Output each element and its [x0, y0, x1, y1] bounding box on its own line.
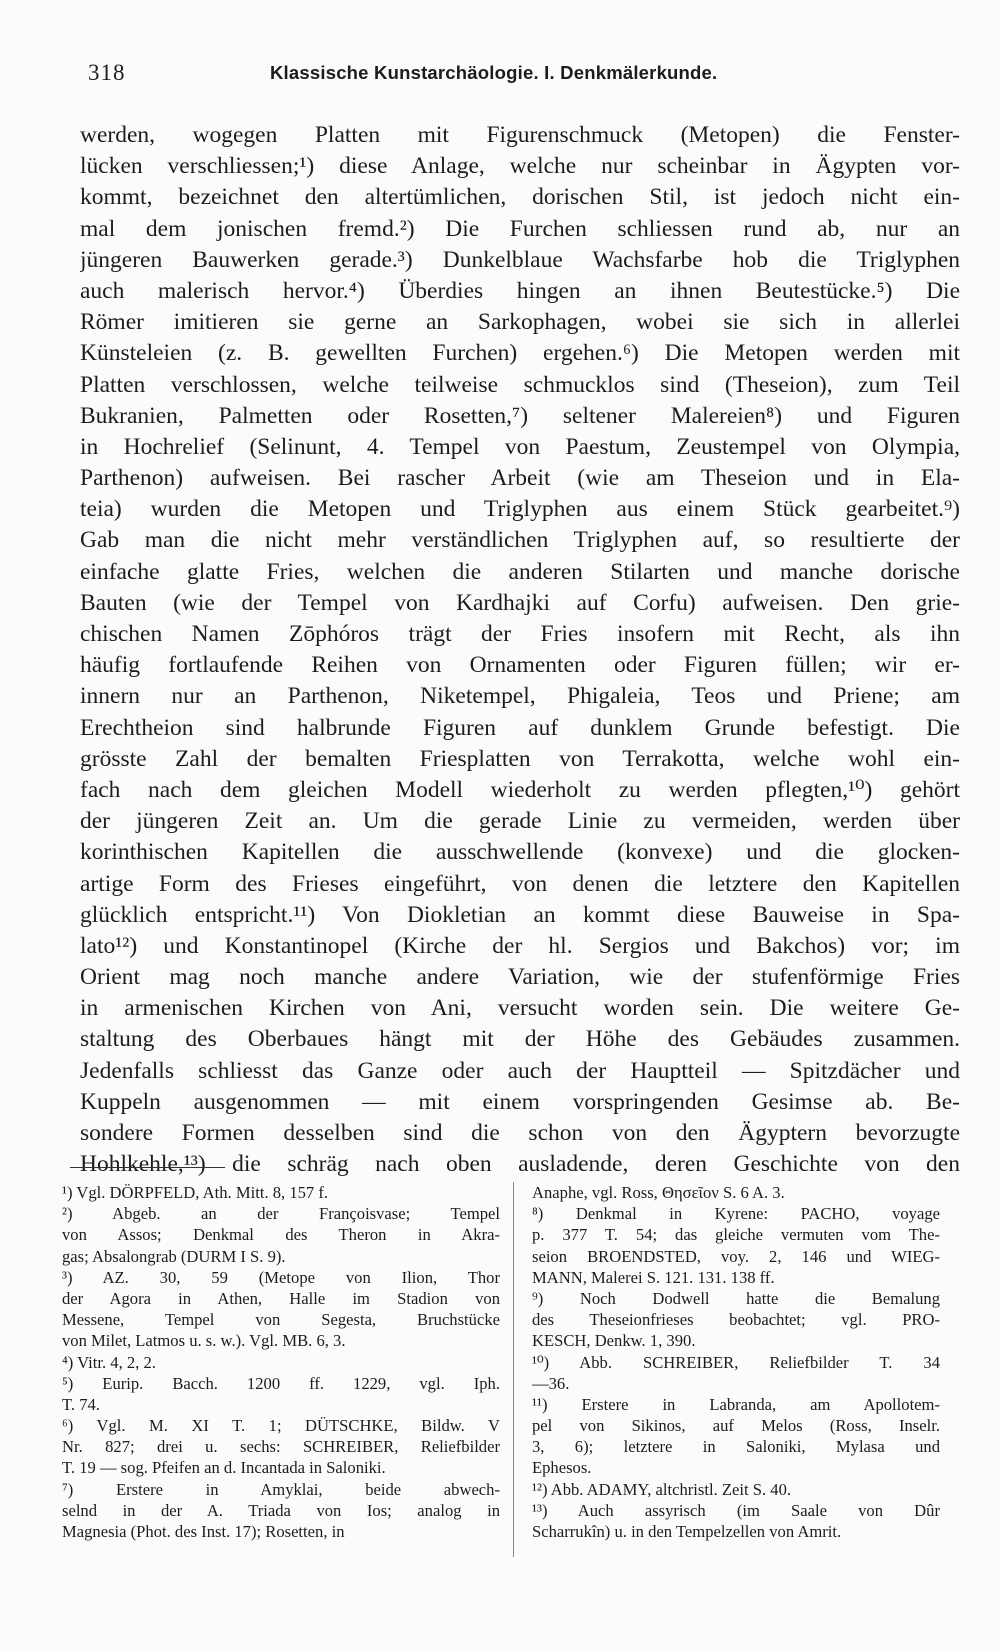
text-line: chischen Namen Zōphóros trägt der Fries insofern mit Recht, als ihn	[80, 621, 960, 647]
footnote-line: ¹²) Abb. ADAMY, altchristl. Zeit S. 40.	[532, 1479, 792, 1499]
footnote-line: ¹⁰) Abb. SCHREIBER, Reliefbilder T. 34	[532, 1352, 940, 1372]
text-line: lato¹²) und Konstantinopel (Kirche der hl. Sergios und Bakchos) vor; im	[80, 932, 960, 959]
text-line: häufig fortlaufende Reihen von Ornamenten oder Figuren füllen; wir er-	[80, 652, 960, 679]
text-line: staltung des Oberbaues hängt mit der Höhe des Gebäudes zusammen.	[80, 1026, 960, 1053]
footnote-column-divider	[513, 1182, 514, 1557]
footnotes-right-column	[532, 1182, 940, 1542]
text-line: jüngeren Bauwerken gerade.³) Dunkelblaue Wachsfarbe hob die Triglyphen	[80, 246, 960, 273]
text-line: Parthenon) aufweisen. Bei rascher Arbeit (wie am Theseion und in Ela-	[80, 465, 960, 492]
footnote-line: Nr. 827; drei u. sechs: SCHREIBER, Reliefbilder	[62, 1437, 500, 1457]
footnote-line: ¹¹) Erstere in Labranda, am Apollotem-	[532, 1394, 940, 1414]
footnote-line: KESCH, Denkw. 1, 390.	[532, 1331, 696, 1351]
text-line: mal dem jonischen fremd.²) Die Furchen schliessen rund ab, nur an	[80, 215, 960, 242]
footnote-line: ³) AZ. 30, 59 (Metope von Ilion, Thor	[62, 1267, 500, 1287]
footnote-line: —36.	[532, 1373, 570, 1393]
footnote-line: ¹) Vgl. DÖRPFELD, Ath. Mitt. 8, 157 f.	[62, 1183, 329, 1202]
text-line: Bukranien, Palmetten oder Rosetten,⁷) seltener Malereien⁸) und Figuren	[80, 402, 960, 429]
footnote-line: MANN, Malerei S. 121. 131. 138 ff.	[532, 1267, 775, 1287]
footnote-line: ⁷) Erstere in Amyklai, beide abwech-	[62, 1479, 500, 1499]
footnote-line: von Milet, Latmos u. s. w.). Vgl. MB. 6, 3.	[62, 1331, 346, 1351]
text-line: innern nur an Parthenon, Niketempel, Phigaleia, Teos und Priene; am	[80, 683, 960, 710]
main-text	[80, 120, 960, 1180]
footnote-line: des Theseionfrieses beobachtet; vgl. PRO-	[532, 1310, 940, 1330]
footnote-line: Anaphe, vgl. Ross, Θησεῖον S. 6 A. 3.	[532, 1183, 785, 1202]
text-line: Erechtheion sind halbrunde Figuren auf dunklem Grunde befestigt. Die	[80, 714, 960, 741]
footnote-line: p. 377 T. 54; das gleiche vermuten vom The-	[532, 1225, 940, 1245]
text-line: lücken verschliessen;¹) diese Anlage, welche nur scheinbar in Ägypten vor-	[80, 153, 960, 180]
text-line: Orient mag noch manche andere Variation, wie der stufenförmige Fries	[80, 964, 960, 991]
footnote-line: ⁵) Eurip. Bacch. 1200 ff. 1229, vgl. Iph.	[62, 1373, 500, 1393]
text-line: korinthischen Kapitellen die ausschwellende (konvexe) und die glocken-	[80, 839, 960, 866]
footnote-line: ²) Abgeb. an der Françoisvase; Tempel	[62, 1204, 500, 1224]
text-line: werden, wogegen Platten mit Figurenschmuck (Metopen) die Fenster-	[80, 122, 960, 148]
footnote-line: seion BROENDSTED, voy. 2, 146 und WIEG-	[532, 1246, 940, 1266]
running-head	[88, 60, 938, 90]
footnote-line: ⁴) Vitr. 4, 2, 2.	[62, 1352, 156, 1372]
text-line: artige Form des Frieses eingeführt, von denen die letztere den Kapitellen	[80, 870, 960, 897]
footnote-line: Magnesia (Phot. des Inst. 17); Rosetten, in	[62, 1522, 345, 1541]
footnote-line: 3, 6); letztere in Saloniki, Mylasa und	[532, 1437, 940, 1457]
text-line: Bauten (wie der Tempel von Kardhajki auf Corfu) aufweisen. Den grie-	[80, 589, 960, 616]
footnote-line: der Agora in Athen, Halle im Stadion von	[62, 1288, 500, 1308]
footnote-line: T. 74.	[62, 1394, 100, 1414]
footnote-line: ¹³) Auch assyrisch (im Saale von Dûr	[532, 1500, 940, 1520]
footnote-line: ⁹) Noch Dodwell hatte die Bemalung	[532, 1288, 940, 1308]
footnotes-left-column	[62, 1182, 500, 1542]
text-line: grösste Zahl der bemalten Friesplatten von Terrakotta, welche wohl ein-	[80, 745, 960, 772]
footnote-line: selnd in der A. Triada von Ios; analog in	[62, 1500, 500, 1520]
text-line: in Hochrelief (Selinunt, 4. Tempel von Paestum, Zeustempel von Olympia,	[80, 433, 960, 460]
text-line: einfache glatte Fries, welchen die anderen Stilarten und manche dorische	[80, 558, 960, 585]
text-line: der jüngeren Zeit an. Um die gerade Linie zu vermeiden, werden über	[80, 808, 960, 835]
text-line: auch malerisch hervor.⁴) Überdies hingen an ihnen Beutestücke.⁵) Die	[80, 277, 960, 304]
footnote-line: Ephesos.	[532, 1458, 592, 1478]
text-line: Kuppeln ausgenommen — mit einem vorspringenden Gesimse ab. Be-	[80, 1088, 960, 1115]
page-number: 318	[88, 60, 126, 85]
text-line: Gab man die nicht mehr verständlichen Triglyphen auf, so resultierte der	[80, 527, 960, 554]
text-line: Platten verschlossen, welche teilweise schmucklos sind (Theseion), zum Teil	[80, 371, 960, 398]
footnote-line: pel von Sikinos, auf Melos (Ross, Inselr.	[532, 1416, 940, 1436]
text-line: fach nach dem gleichen Modell wiederholt zu werden pflegten,¹⁰) gehört	[80, 776, 960, 803]
text-line: Jedenfalls schliesst das Ganze oder auch der Hauptteil — Spitzdächer und	[80, 1057, 960, 1084]
text-line: kommt, bezeichnet den altertümlichen, dorischen Stil, ist jedoch nicht ein-	[80, 184, 960, 211]
text-line: Römer imitieren sie gerne an Sarkophagen, wobei sie sich in allerlei	[80, 309, 960, 336]
text-line: sondere Formen desselben sind die schon von den Ägyptern bevorzugte	[80, 1120, 960, 1146]
text-line: teia) wurden die Metopen und Triglyphen aus einem Stück gearbeitet.⁹)	[80, 496, 960, 523]
text-line: glücklich entspricht.¹¹) Von Diokletian an kommt diese Bauweise in Spa-	[80, 901, 960, 928]
footnote-line: gas; Absalongrab (DURM I S. 9).	[62, 1246, 286, 1266]
text-line: Hohlkehle,¹³) die schräg nach oben ausladende, deren Geschichte von den	[80, 1151, 960, 1178]
footnote-rule	[70, 1167, 225, 1168]
footnote-line: Messene, Tempel von Segesta, Bruchstücke	[62, 1310, 500, 1330]
text-line: Künsteleien (z. B. gewellten Furchen) ergehen.⁶) Die Metopen werden mit	[80, 340, 960, 367]
footnote-line: von Assos; Denkmal des Theron in Akra-	[62, 1225, 500, 1245]
footnote-line: T. 19 — sog. Pfeifen an d. Incantada in Saloniki.	[62, 1458, 386, 1478]
text-line: in armenischen Kirchen von Ani, versucht worden sein. Die weitere Ge-	[80, 995, 960, 1022]
running-title: Klassische Kunstarchäologie. I. Denkmälerkunde.	[270, 62, 718, 83]
footnote-line: ⁸) Denkmal in Kyrene: PACHO, voyage	[532, 1204, 940, 1224]
footnote-line: ⁶) Vgl. M. XI T. 1; DÜTSCHKE, Bildw. V	[62, 1416, 500, 1436]
footnote-line: Scharrukîn) u. in den Tempelzellen von Amrit.	[532, 1522, 842, 1541]
